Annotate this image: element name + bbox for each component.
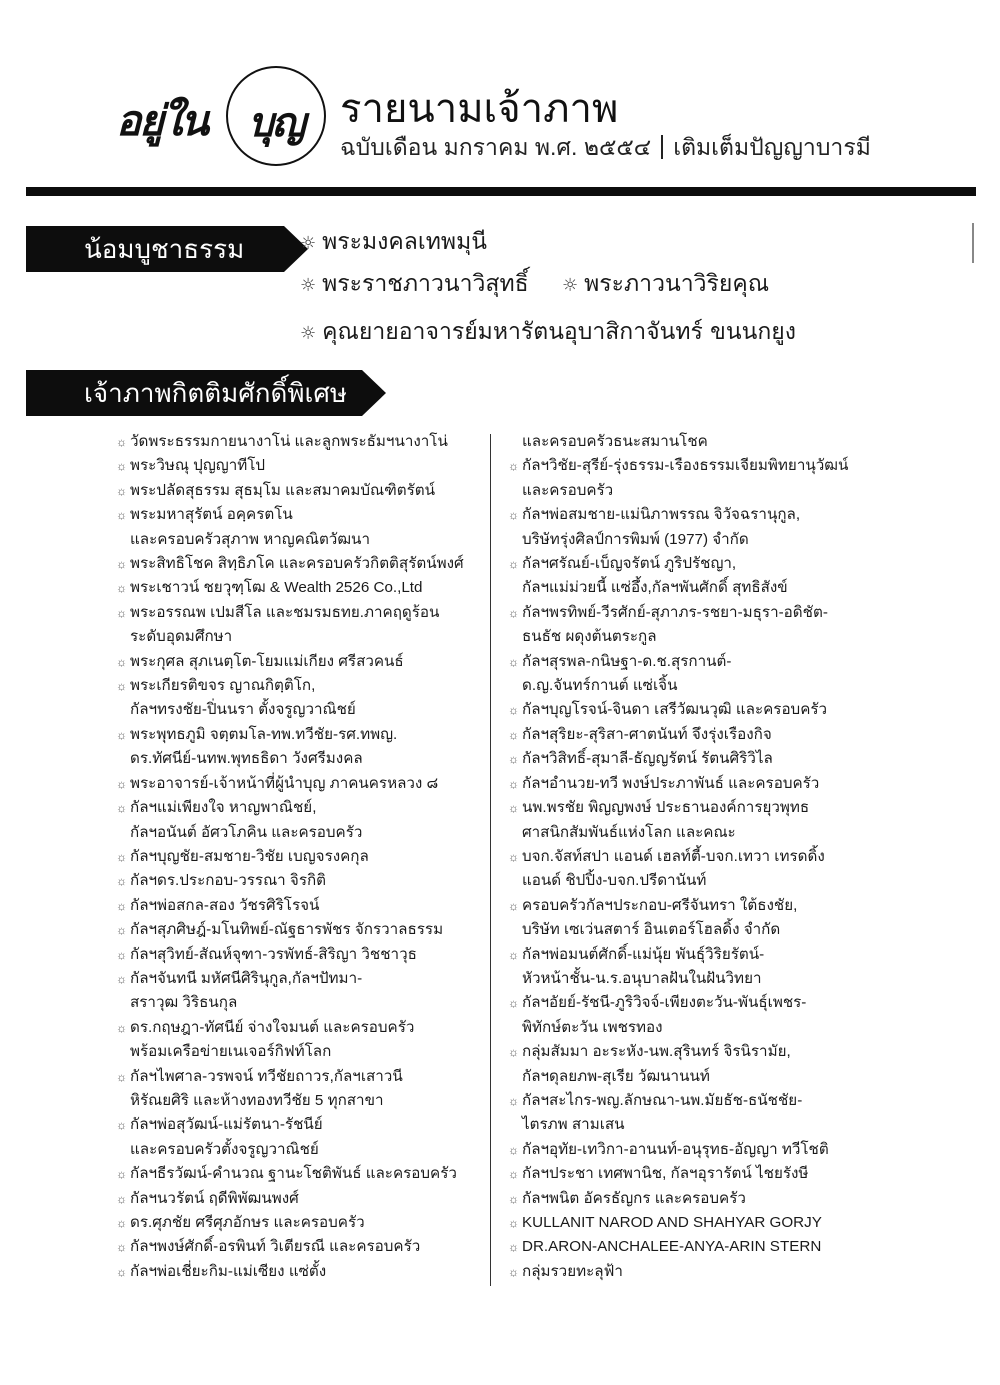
host-entry-continuation bbox=[508, 967, 868, 991]
host-entry-text: กัลฯพงษ์ศักดิ์-อรพินท์ วิเตียรณี และครอบครัว bbox=[130, 1238, 421, 1256]
sun-bullet-icon: ☼ bbox=[116, 1118, 127, 1133]
host-entry-continuation bbox=[508, 1113, 868, 1137]
host-entry-line bbox=[508, 1211, 868, 1235]
host-entry bbox=[508, 796, 868, 845]
host-entry-text: กัลฯพ่อเชี่ยะกิม-แม่เซียง แซ่ตั้ง bbox=[130, 1262, 327, 1280]
host-entry bbox=[508, 1211, 868, 1235]
patron-name-2 bbox=[300, 266, 529, 302]
host-entry bbox=[508, 1138, 868, 1162]
host-entry bbox=[508, 698, 868, 722]
host-entry-line bbox=[116, 454, 488, 478]
host-entry-text: บจก.จัสท์สปา แอนด์ เฮลท์ตี้-บจก.เทวา เทรดดิ้ง bbox=[522, 847, 825, 865]
host-list-left bbox=[116, 430, 488, 1284]
sun-bullet-icon: ☼ bbox=[300, 233, 317, 254]
sun-bullet-icon: ☼ bbox=[116, 849, 127, 864]
host-entry bbox=[508, 430, 868, 454]
host-entry bbox=[508, 454, 868, 503]
host-entry-line bbox=[508, 1040, 868, 1064]
host-entry-text: และครอบครัวธนะสมานโชค bbox=[522, 433, 708, 450]
host-entry bbox=[508, 1040, 868, 1089]
host-entry-line bbox=[116, 1162, 488, 1186]
host-entry-text: ระดับอุดมศึกษา bbox=[130, 628, 233, 646]
host-entry-text: พระเกียรติขจร ญาณกิตฺติโก, bbox=[130, 677, 316, 695]
sun-bullet-icon: ☼ bbox=[508, 1142, 519, 1157]
host-entry-line bbox=[116, 894, 488, 918]
host-entry-text: กัลฯพนิต อัครธัญกร และครอบครัว bbox=[522, 1189, 746, 1207]
host-entry bbox=[116, 1065, 488, 1114]
host-entry-text: DR.ARON-ANCHALEE-ANYA-ARIN STERN bbox=[522, 1238, 822, 1256]
host-entry-text: สราวุฒ วิริธนกุล bbox=[130, 994, 238, 1012]
host-entry-text: ดร.ทัศนีย์-นทพ.พุทธธิดา วังศรีมงคล bbox=[130, 750, 363, 768]
issue-subtitle bbox=[340, 130, 871, 166]
host-entry-text: กัลฯสุภศิษฎ์-มโนทิพย์-ณัฐธารพัชร จักรวาลธรรม bbox=[130, 921, 444, 939]
host-entry-text: พระอรรณพ เปมสีโล และชมรมธทย.ภาคฤดูร้อน bbox=[130, 603, 440, 621]
host-entry-text: กัลฯพ่อมนต์ศักดิ์-แม่นุ้ย พันธุ์วิริยรัตน์- bbox=[522, 945, 765, 963]
host-entry bbox=[116, 723, 488, 772]
sun-bullet-icon: ☼ bbox=[116, 1216, 127, 1230]
host-entry bbox=[116, 601, 488, 650]
host-entry bbox=[116, 869, 488, 893]
host-entry-text: กัลฯสุริยะ-สุริสา-ศาตนันท์ จึงรุ่งเรืองกิจ bbox=[522, 725, 772, 743]
sun-bullet-icon: ☼ bbox=[300, 275, 317, 296]
host-entry-text: นพ.พรชัย พิญญพงษ์ ประธานองค์การยุวพุทธ bbox=[522, 799, 810, 817]
sun-bullet-icon: ☼ bbox=[508, 605, 519, 620]
sun-bullet-icon: ☼ bbox=[508, 752, 519, 767]
host-entry-text: กลุ่มสัมมา อะระหัง-นพ.สุรินทร์ จิรนิรามัย, bbox=[522, 1043, 791, 1061]
host-entry-line bbox=[116, 943, 488, 967]
host-entry-line bbox=[116, 674, 488, 698]
host-entry bbox=[116, 430, 488, 454]
host-entry-text: ครอบครัวกัลฯประกอบ-ศรีจันทรา ใต้ธงชัย, bbox=[522, 896, 798, 914]
patron-name-text: คุณยายอาจารย์มหารัตนอุบาสิกาจันทร์ ขนนกยูง bbox=[322, 319, 796, 345]
sun-bullet-icon: ☼ bbox=[508, 996, 519, 1011]
host-entry bbox=[508, 991, 868, 1040]
sun-bullet-icon: ☼ bbox=[116, 508, 127, 523]
host-entry-text: กัลฯสุวิทย์-สัณห์จุฑา-วรพัทธ์-สิริญา วิชชาวุธ bbox=[130, 945, 417, 963]
margin-mark bbox=[972, 223, 974, 263]
host-entry-line bbox=[508, 1235, 868, 1259]
host-entry-text: กัลฯวิชัย-สุรีย์-รุ่งธรรม-เรืองธรรมเจียมพิทยานุวัฒน์ bbox=[522, 457, 849, 475]
host-entry bbox=[508, 723, 868, 747]
sun-bullet-icon: ☼ bbox=[116, 435, 127, 449]
host-entry-line bbox=[508, 1162, 868, 1186]
host-entry-line bbox=[508, 601, 868, 625]
host-entry-line bbox=[508, 1187, 868, 1211]
host-entry bbox=[116, 1187, 488, 1211]
host-entry-continuation bbox=[116, 747, 488, 771]
host-entry-continuation bbox=[116, 991, 488, 1015]
host-entry bbox=[116, 503, 488, 552]
host-entry-continuation bbox=[508, 479, 868, 503]
host-entry-text: พระกุศล สุภเนตฺโต-โยมแม่เกียง ศรีสวคนธ์ bbox=[130, 652, 404, 670]
sun-bullet-icon: ☼ bbox=[116, 1020, 127, 1035]
host-entry-text: ด.ญ.จันทร์กานต์ แซ่เจิ้น bbox=[522, 677, 678, 695]
host-entry-text: กัลฯพ่อสุวัฒน์-แม่รัตนา-รัชนีย์ bbox=[130, 1116, 323, 1134]
host-entry-text: ดร.ศุภชัย ศรีศุภอักษร และครอบครัว bbox=[130, 1214, 365, 1231]
host-entry-line bbox=[508, 1089, 868, 1113]
host-entry-text: พระวิษณุ ปุญญาทีโป bbox=[130, 457, 266, 475]
sun-bullet-icon: ☼ bbox=[508, 459, 519, 474]
host-entry-line bbox=[508, 796, 868, 820]
issue-date: ฉบับเดือน มกราคม พ.ศ. ๒๕๕๔ bbox=[340, 134, 652, 160]
sun-bullet-icon: ☼ bbox=[116, 727, 127, 742]
column-divider bbox=[490, 434, 491, 1286]
sun-bullet-icon: ☼ bbox=[300, 323, 317, 344]
sun-bullet-icon: ☼ bbox=[116, 605, 127, 620]
host-entry-line bbox=[116, 1260, 488, 1284]
host-entry-text: พระมหาสุรัตน์ อคฺครตโน bbox=[130, 506, 293, 524]
host-entry-line bbox=[116, 650, 488, 674]
host-entry-continuation bbox=[508, 1065, 868, 1089]
host-entry-text: กัลฯพ่อสกล-สอง วัชรศิริโรจน์ bbox=[130, 896, 320, 914]
host-entry bbox=[508, 503, 868, 552]
host-entry-line bbox=[508, 1260, 868, 1284]
host-entry-text: กัลฯอุทัย-เทวิกา-อานนท์-อนุรุทธ-อัญญา ทวีโชติ bbox=[522, 1140, 829, 1158]
patron-name-text: พระภาวนาวิริยคุณ bbox=[584, 271, 770, 297]
sun-bullet-icon: ☼ bbox=[508, 1264, 519, 1279]
host-entry bbox=[116, 943, 488, 967]
host-entry-line bbox=[508, 772, 868, 796]
sun-bullet-icon: ☼ bbox=[116, 581, 127, 596]
host-entry-line bbox=[116, 430, 488, 454]
subtitle-separator bbox=[661, 135, 663, 159]
host-entry-line bbox=[116, 503, 488, 527]
host-entry-text: กัลฯสะไกร-พญ.ลักษณา-นพ.มัยธัช-ธนัชชัย- bbox=[522, 1091, 803, 1109]
host-entry-text: และครอบครัวตั้งจรูญวาณิชย์ bbox=[130, 1140, 319, 1158]
sun-bullet-icon: ☼ bbox=[508, 703, 519, 718]
host-entry-text: KULLANIT NAROD AND SHAHYAR GORJY bbox=[522, 1214, 822, 1231]
sun-bullet-icon: ☼ bbox=[508, 1191, 519, 1206]
host-entry bbox=[116, 894, 488, 918]
sun-bullet-icon: ☼ bbox=[562, 275, 579, 296]
sun-bullet-icon: ☼ bbox=[508, 1093, 519, 1108]
host-entry bbox=[508, 772, 868, 796]
logo-script-text: อยู่ใน bbox=[116, 96, 208, 145]
host-entry-text: กัลฯพ่อสมชาย-แม่นิภาพรรณ จิวัจฉรานุกูล, bbox=[522, 506, 801, 524]
host-entry-text: ธนธัช ผดุงต้นตระกูล bbox=[522, 628, 657, 646]
sun-bullet-icon: ☼ bbox=[508, 801, 519, 816]
host-entry-text: กัลฯดร.ประกอบ-วรรณา จิรกิติ bbox=[130, 872, 327, 890]
host-entry-text: กัลฯประชา เทศพานิช, กัลฯอุรารัตน์ ไชยรังษี bbox=[522, 1165, 809, 1183]
host-entry-text: หิรัณยศิริ และห้างทองทวีชัย 5 ทุกสาขา bbox=[130, 1091, 384, 1109]
sun-bullet-icon: ☼ bbox=[508, 1167, 519, 1182]
patron-name-text: พระมงคลเทพมุนี bbox=[322, 229, 487, 255]
host-entry bbox=[116, 772, 488, 796]
host-entry-line bbox=[508, 723, 868, 747]
host-entry-line bbox=[508, 503, 868, 527]
host-entry-line bbox=[116, 1016, 488, 1040]
sun-bullet-icon: ☼ bbox=[116, 557, 127, 572]
host-entry-text: พระปลัดสุธรรม สุธมฺโม และสมาคมบัณฑิตรัตน์ bbox=[130, 481, 435, 499]
host-entry-text: บริษัท เซเว่นสตาร์ อินเตอร์โฮลดิ้ง จำกัด bbox=[522, 921, 781, 939]
host-entry-text: กัลฯพรทิพย์-วีรศักย์-สุภาภร-รชยา-มธุรา-อดิชัต- bbox=[522, 603, 828, 621]
host-entry-continuation bbox=[508, 674, 868, 698]
host-entry bbox=[116, 576, 488, 600]
host-entry-line bbox=[116, 1187, 488, 1211]
host-entry-continuation bbox=[116, 821, 488, 845]
host-entry bbox=[116, 650, 488, 674]
logo-circle bbox=[226, 66, 326, 166]
host-entry bbox=[116, 845, 488, 869]
host-entry bbox=[116, 1016, 488, 1065]
host-entry-text: บริษัทรุ่งศิลป์การพิมพ์ (1977) จำกัด bbox=[522, 530, 749, 548]
host-entry bbox=[116, 918, 488, 942]
host-entry-continuation bbox=[116, 1040, 488, 1064]
host-entry-line bbox=[116, 918, 488, 942]
host-entry-line bbox=[116, 1065, 488, 1089]
host-entry-line bbox=[116, 1235, 488, 1259]
host-entry-text: และครอบครัวสุภาพ หาญคณิตวัฒนา bbox=[130, 530, 370, 548]
host-entry-line bbox=[508, 1138, 868, 1162]
host-entry-text: กัลฯบุญโรจน์-จินดา เสรีวัฒนวุฒิ และครอบครัว bbox=[522, 701, 828, 719]
host-entry-line bbox=[116, 723, 488, 747]
host-entry-continuation bbox=[508, 869, 868, 893]
host-entry-text: พระพุทธภูมิ จตฺตมโล-ทพ.ทวีชัย-รศ.ทพญ. bbox=[130, 725, 398, 743]
host-entry bbox=[508, 1187, 868, 1211]
host-entry-line bbox=[508, 991, 868, 1015]
sun-bullet-icon: ☼ bbox=[116, 776, 127, 791]
host-entry-continuation bbox=[116, 1138, 488, 1162]
host-entry-text: พร้อมเครือข่ายเนเจอร์กิฟท์โลก bbox=[130, 1043, 332, 1061]
host-entry-line bbox=[508, 845, 868, 869]
sun-bullet-icon: ☼ bbox=[116, 1069, 127, 1084]
host-entry-text: กัลฯวิสิทธิ์-สุมาลี-ธัญญรัตน์ รัตนศิริวิไล bbox=[522, 750, 773, 768]
sun-bullet-icon: ☼ bbox=[508, 727, 519, 742]
host-entry-text: พระเชาวน์ ชยวุฑฺโฒ & Wealth 2526 Co.,Ltd bbox=[130, 579, 423, 597]
host-entry-continuation bbox=[508, 821, 868, 845]
patron-name-3 bbox=[562, 266, 769, 302]
host-entry-text: กัลฯทรงชัย-ปิ่นนรา ตั้งจรูญวาณิชย์ bbox=[130, 701, 356, 719]
host-entry-line bbox=[508, 943, 868, 967]
sun-bullet-icon: ☼ bbox=[116, 679, 127, 694]
sun-bullet-icon: ☼ bbox=[508, 1045, 519, 1060]
host-entry-continuation bbox=[508, 625, 868, 649]
host-entry-text: ศาสนิกสัมพันธ์แห่งโลก และคณะ bbox=[522, 823, 736, 841]
host-entry-text: กลุ่มรวยทะลุฟ้า bbox=[522, 1262, 623, 1280]
host-entry bbox=[508, 650, 868, 699]
host-entry-line bbox=[116, 576, 488, 600]
host-entry-continuation bbox=[116, 528, 488, 552]
host-entry-line bbox=[116, 869, 488, 893]
host-entry-text: แอนด์ ชิปปิ้ง-บจก.ปรีดานันท์ bbox=[522, 872, 707, 890]
issue-theme: เติมเต็มปัญญาบารมี bbox=[673, 134, 871, 160]
sun-bullet-icon: ☼ bbox=[508, 947, 519, 962]
host-entry-continuation bbox=[116, 625, 488, 649]
host-entry-text: กัลฯอำนวย-ทวี พงษ์ประภาพันธ์ และครอบครัว bbox=[522, 774, 820, 792]
host-entry-continuation bbox=[508, 1016, 868, 1040]
host-entry bbox=[116, 674, 488, 723]
host-entry bbox=[508, 1162, 868, 1186]
host-entry bbox=[116, 967, 488, 1016]
host-entry-text: และครอบครัว bbox=[522, 481, 614, 499]
host-entry-line bbox=[116, 1113, 488, 1137]
section-dhamma-label: น้อมบูชาธรรม bbox=[26, 226, 284, 272]
host-entry bbox=[116, 1113, 488, 1162]
patron-name-1 bbox=[300, 224, 487, 260]
sun-bullet-icon: ☼ bbox=[116, 1167, 127, 1182]
page-title: รายนามเจ้าภาพ bbox=[340, 87, 619, 131]
host-entry-text: กัลฯบุญชัย-สมชาย-วิชัย เบญจรงคกุล bbox=[130, 847, 369, 865]
host-entry-line bbox=[116, 772, 488, 796]
host-entry-line bbox=[508, 747, 868, 771]
host-entry-line bbox=[116, 1211, 488, 1235]
sun-bullet-icon: ☼ bbox=[508, 898, 519, 913]
host-entry bbox=[116, 552, 488, 576]
host-entry-line bbox=[508, 650, 868, 674]
host-entry-text: หัวหน้าชั้น-น.ร.อนุบาลฝันในฝันวิทยา bbox=[522, 969, 762, 987]
host-entry-line bbox=[508, 894, 868, 918]
host-entry-text: ดร.กฤษฎา-ทัศนีย์ จ่างใจมนต์ และครอบครัว bbox=[130, 1018, 415, 1036]
host-entry-continuation bbox=[508, 430, 868, 454]
host-entry-line bbox=[508, 552, 868, 576]
host-entry bbox=[508, 552, 868, 601]
host-entry bbox=[116, 454, 488, 478]
sun-bullet-icon: ☼ bbox=[116, 483, 127, 498]
host-entry-line bbox=[508, 454, 868, 478]
host-entry-text: กัลฯแม่เพียงใจ หาญพาณิชย์, bbox=[130, 799, 317, 817]
sun-bullet-icon: ☼ bbox=[508, 654, 519, 669]
sun-bullet-icon: ☼ bbox=[508, 849, 519, 864]
host-entry-line bbox=[116, 479, 488, 503]
host-entry bbox=[508, 894, 868, 943]
sun-bullet-icon: ☼ bbox=[508, 508, 519, 523]
sun-bullet-icon: ☼ bbox=[116, 923, 127, 938]
host-entry-text: กัลฯนวรัตน์ ฤดีพิพัฒนพงศ์ bbox=[130, 1189, 299, 1207]
host-entry-text: กัลฯแม่ม่วยนี้ แซ่อึ้ง,กัลฯพันศักดิ์ สุทธิสังข์ bbox=[522, 579, 788, 597]
host-entry bbox=[116, 796, 488, 845]
host-entry-line bbox=[116, 845, 488, 869]
host-entry-text: กัลฯดุลยภพ-สุเรีย วัฒนานนท์ bbox=[522, 1067, 710, 1085]
sun-bullet-icon: ☼ bbox=[116, 1264, 127, 1279]
patron-name-text: พระราชภาวนาวิสุทธิ์ bbox=[322, 271, 529, 297]
host-entry-continuation bbox=[508, 528, 868, 552]
host-entry bbox=[116, 1211, 488, 1235]
host-entry-text: กัลฯไพศาล-วรพจน์ ทวีชัยถาวร,กัลฯเสาวนี bbox=[130, 1067, 403, 1085]
host-entry-text: กัลฯธีรวัฒน์-คำนวณ ฐานะโชติพันธ์ และครอบครัว bbox=[130, 1165, 457, 1183]
host-entry-line bbox=[116, 796, 488, 820]
host-entry-text: พิทักษ์ตะวัน เพชรทอง bbox=[522, 1018, 663, 1036]
host-entry-text: พระสิทธิโชค สิทฺธิภโค และครอบครัวกิตติสุรัตน์พงศ์ bbox=[130, 555, 464, 573]
sun-bullet-icon: ☼ bbox=[116, 874, 127, 889]
host-entry-continuation bbox=[508, 918, 868, 942]
sun-bullet-icon: ☼ bbox=[116, 898, 127, 913]
host-entry bbox=[116, 1162, 488, 1186]
sun-bullet-icon: ☼ bbox=[508, 557, 519, 572]
host-entry bbox=[116, 479, 488, 503]
sun-bullet-icon: ☼ bbox=[116, 459, 127, 474]
sun-bullet-icon: ☼ bbox=[508, 1216, 519, 1230]
host-entry bbox=[508, 601, 868, 650]
host-entry-line bbox=[508, 698, 868, 722]
host-entry bbox=[508, 845, 868, 894]
sun-bullet-icon: ☼ bbox=[116, 1191, 127, 1206]
host-entry-line bbox=[116, 552, 488, 576]
sun-bullet-icon: ☼ bbox=[508, 1240, 519, 1255]
host-entry-text: กัลฯอัยย์-รัชนี-ภูริวิจจ์-เพียงตะวัน-พันธุ์เพชร- bbox=[522, 994, 807, 1012]
magazine-logo bbox=[112, 66, 334, 166]
host-list-right bbox=[508, 430, 868, 1284]
logo-circle-text: บุญ bbox=[248, 99, 304, 146]
host-entry-continuation bbox=[116, 1089, 488, 1113]
host-entry bbox=[508, 1260, 868, 1284]
host-entry-line bbox=[116, 601, 488, 625]
section-hosts-label: เจ้าภาพกิตติมศักดิ์พิเศษ bbox=[26, 370, 362, 416]
host-entry bbox=[508, 747, 868, 771]
host-entry bbox=[116, 1260, 488, 1284]
host-entry-continuation bbox=[508, 576, 868, 600]
host-entry-text: กัลฯจันทนี มหัศนีศิรินุกูล,กัลฯปัทมา- bbox=[130, 969, 363, 987]
host-entry-text: ไตรภพ สามเสน bbox=[522, 1116, 625, 1134]
host-entry-text: พระอาจารย์-เจ้าหน้าที่ผู้นำบุญ ภาคนครหลวง ๘ bbox=[130, 774, 439, 792]
sun-bullet-icon: ☼ bbox=[116, 947, 127, 962]
sun-bullet-icon: ☼ bbox=[116, 971, 127, 986]
host-entry-text: กัลฯอนันต์ อัศวโภคิน และครอบครัว bbox=[130, 823, 363, 841]
sun-bullet-icon: ☼ bbox=[116, 1240, 127, 1255]
host-entry-continuation bbox=[116, 698, 488, 722]
host-entry bbox=[508, 1089, 868, 1138]
host-entry-text: กัลฯสุรพล-กนิษฐา-ด.ช.สุรกานต์- bbox=[522, 652, 732, 670]
patron-name-4 bbox=[300, 314, 796, 350]
sun-bullet-icon: ☼ bbox=[116, 654, 127, 669]
host-entry bbox=[508, 943, 868, 992]
sun-bullet-icon: ☼ bbox=[116, 801, 127, 816]
host-entry bbox=[508, 1235, 868, 1259]
host-entry-text: วัดพระธรรมกายนางาโน่ และลูกพระธัมฯนางาโน่ bbox=[130, 433, 448, 450]
host-entry-line bbox=[116, 967, 488, 991]
header-divider bbox=[26, 187, 976, 196]
host-entry bbox=[116, 1235, 488, 1259]
host-entry-text: กัลฯศรัณย์-เบ็ญจรัตน์ ภูริปรัชญา, bbox=[522, 555, 737, 573]
sun-bullet-icon: ☼ bbox=[508, 776, 519, 791]
